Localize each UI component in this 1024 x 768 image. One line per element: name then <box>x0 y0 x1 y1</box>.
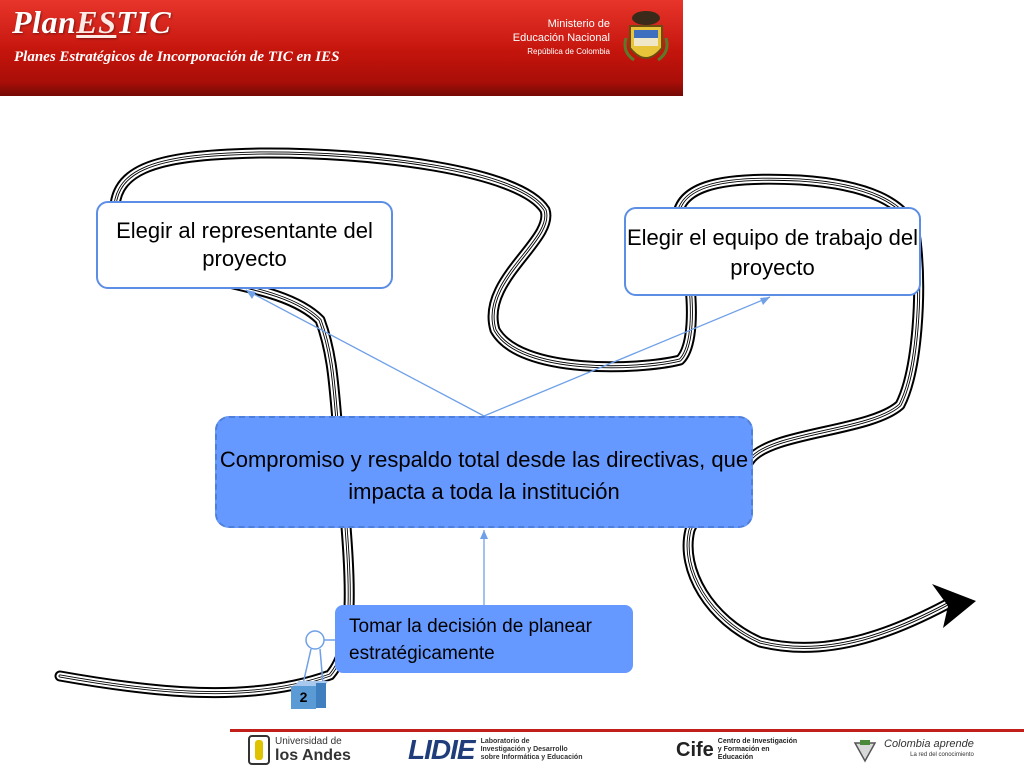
choose-team-box: Elegir el equipo de trabajo del proyecto <box>624 207 921 296</box>
uniandes-logo: Universidad de los Andes <box>248 734 358 766</box>
choose-representative-box: Elegir al representante del proyecto <box>96 201 393 289</box>
ministry-label: Ministerio de Educación Nacional República de Colombia <box>512 18 610 56</box>
leadership-commitment-box: Compromiso y respaldo total desde las directivas, que impacta a toda la institución <box>215 416 753 528</box>
header-subtitle: Planes Estratégicos de Incorporación de TIC en IES <box>14 49 340 65</box>
colombia-aprende-logo: Colombia aprende La red del conocimiento <box>852 734 992 766</box>
uniandes-shield-icon <box>248 735 270 765</box>
connector-to-representative <box>246 290 484 416</box>
planestic-logo: PlanESTIC <box>12 4 172 40</box>
lidie-logo: LIDIE Laboratorio de Investigación y Desarrollo sobre Informática y Educación <box>408 734 583 765</box>
decision-box: Tomar la decisión de planear estratégicamente <box>335 605 633 673</box>
colombia-aprende-icon <box>852 737 878 763</box>
arrowhead-commitment <box>480 530 488 539</box>
footer-divider <box>230 729 1024 732</box>
step-number-badge: 2 <box>291 686 316 709</box>
cife-logo: Cife Centro de Investigación y Formación en Educación <box>676 738 798 761</box>
arrowhead-team <box>760 297 770 305</box>
